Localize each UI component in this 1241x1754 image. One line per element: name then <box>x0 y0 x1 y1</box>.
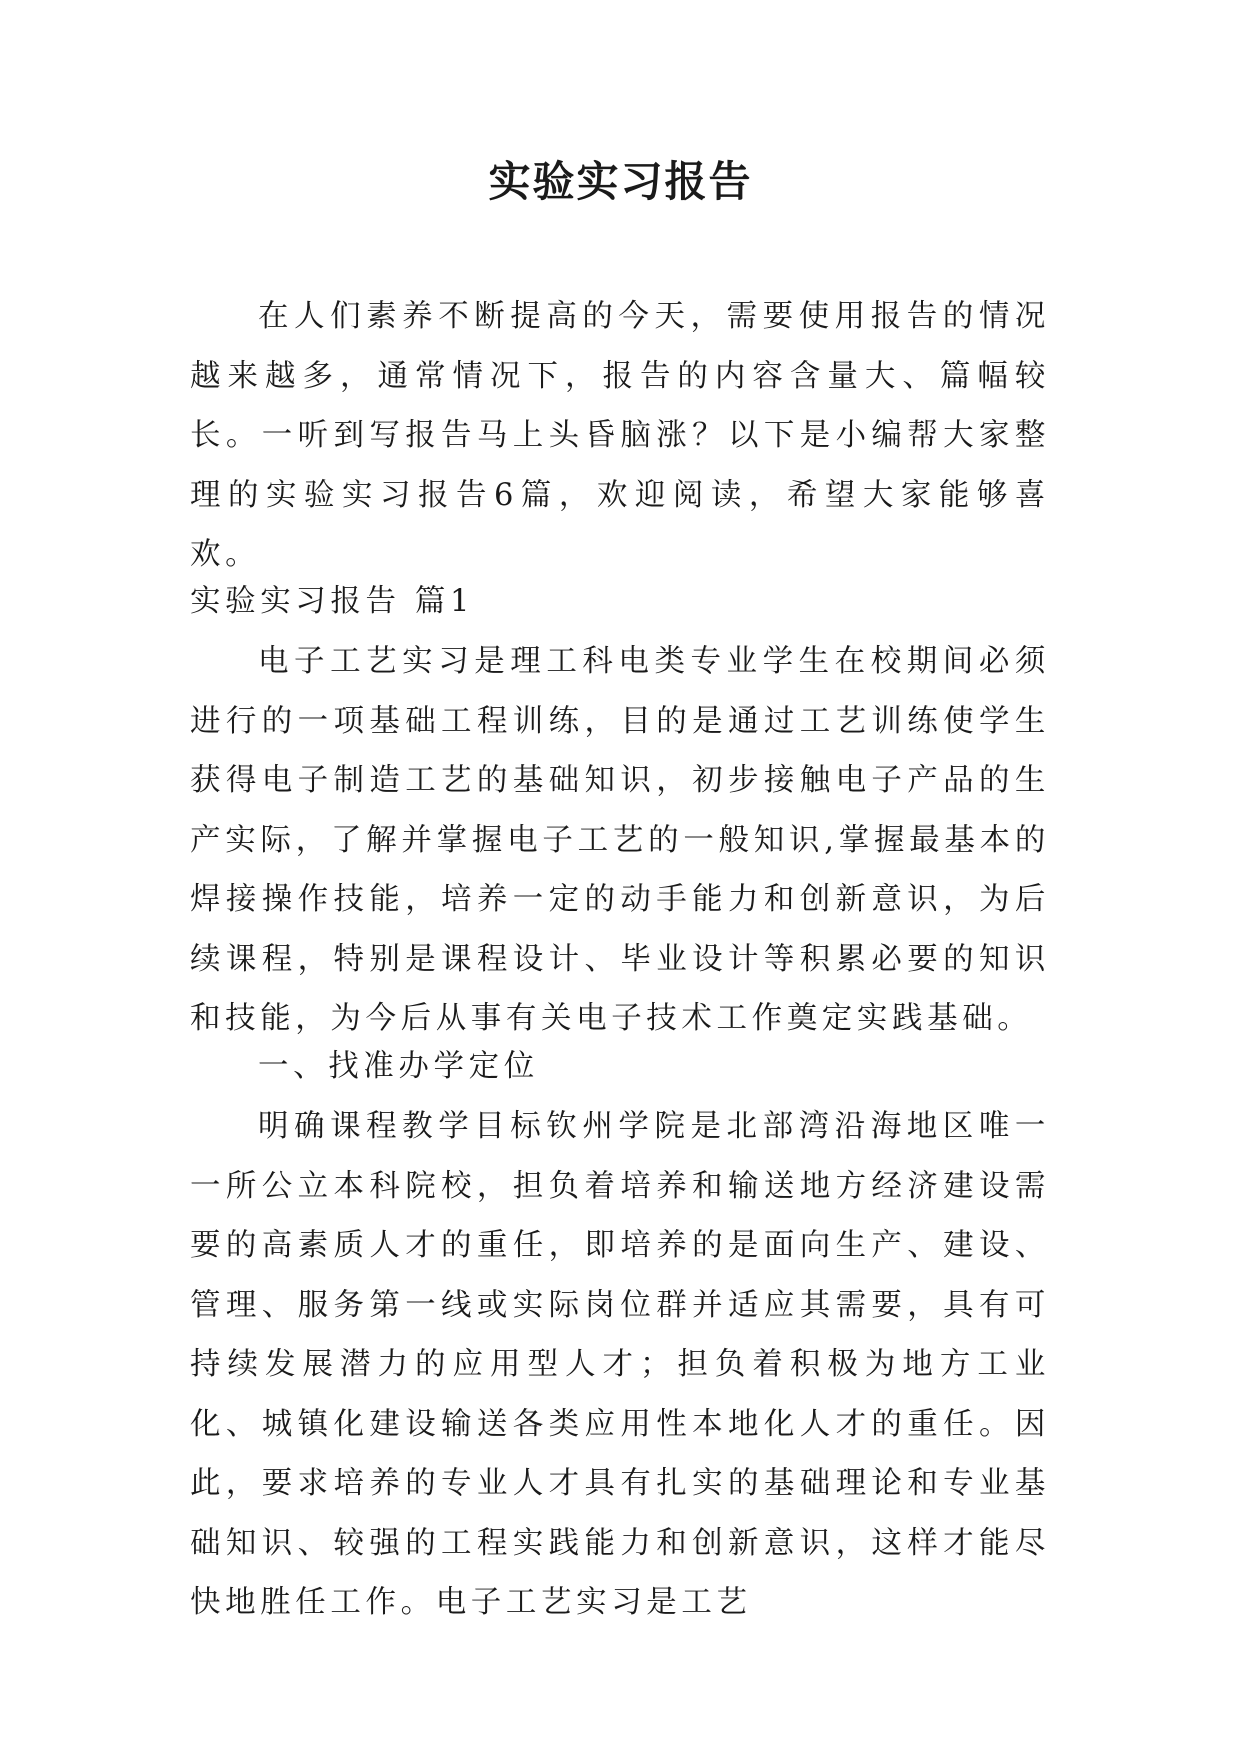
section-title: 实验实习报告 篇1 <box>190 584 474 619</box>
intro-paragraph: 在人们素养不断提高的今天，需要使用报告的情况越来越多，通常情况下，报告的内容含量大、篇幅较长。一听到写报告马上头昏脑涨？以下是小编帮大家整理的实验实习报告6篇，欢迎阅读，希望大家能够喜欢。 <box>190 299 1050 572</box>
body-paragraph: 电子工艺实习是理工科电类专业学生在校期间必须进行的一项基础工程训练，目的是通过工艺训练使学生获得电子制造工艺的基础知识，初步接触电子产品的生产实际，了解并掌握电子工艺的一般知识,掌握最基本的焊接操作技能，培养一定的动手能力和创新意识，为后续课程，特别是课程设计、毕业设计等积累必要的知识和技能，为今后从事有关电子技术工作奠定实践基础。 <box>190 644 1050 1036</box>
subheading: 一、找准办学定位 <box>258 1049 539 1084</box>
body-paragraph: 明确课程教学目标钦州学院是北部湾沿海地区唯一一所公立本科院校，担负着培养和输送地方经济建设需要的高素质人才的重任，即培养的是面向生产、建设、管理、服务第一线或实际岗位群并适应其需要，具有可持续发展潜力的应用型人才；担负着积极为地方工业化、城镇化建设输送各类应用性本地化人才的重任。因此，要求培养的专业人才具有扎实的基础理论和专业基础知识、较强的工程实践能力和创新意识，这样才能尽快地胜任工作。电子工艺实习是工艺 <box>190 1109 1050 1620</box>
document-title: 实验实习报告 <box>488 157 753 206</box>
